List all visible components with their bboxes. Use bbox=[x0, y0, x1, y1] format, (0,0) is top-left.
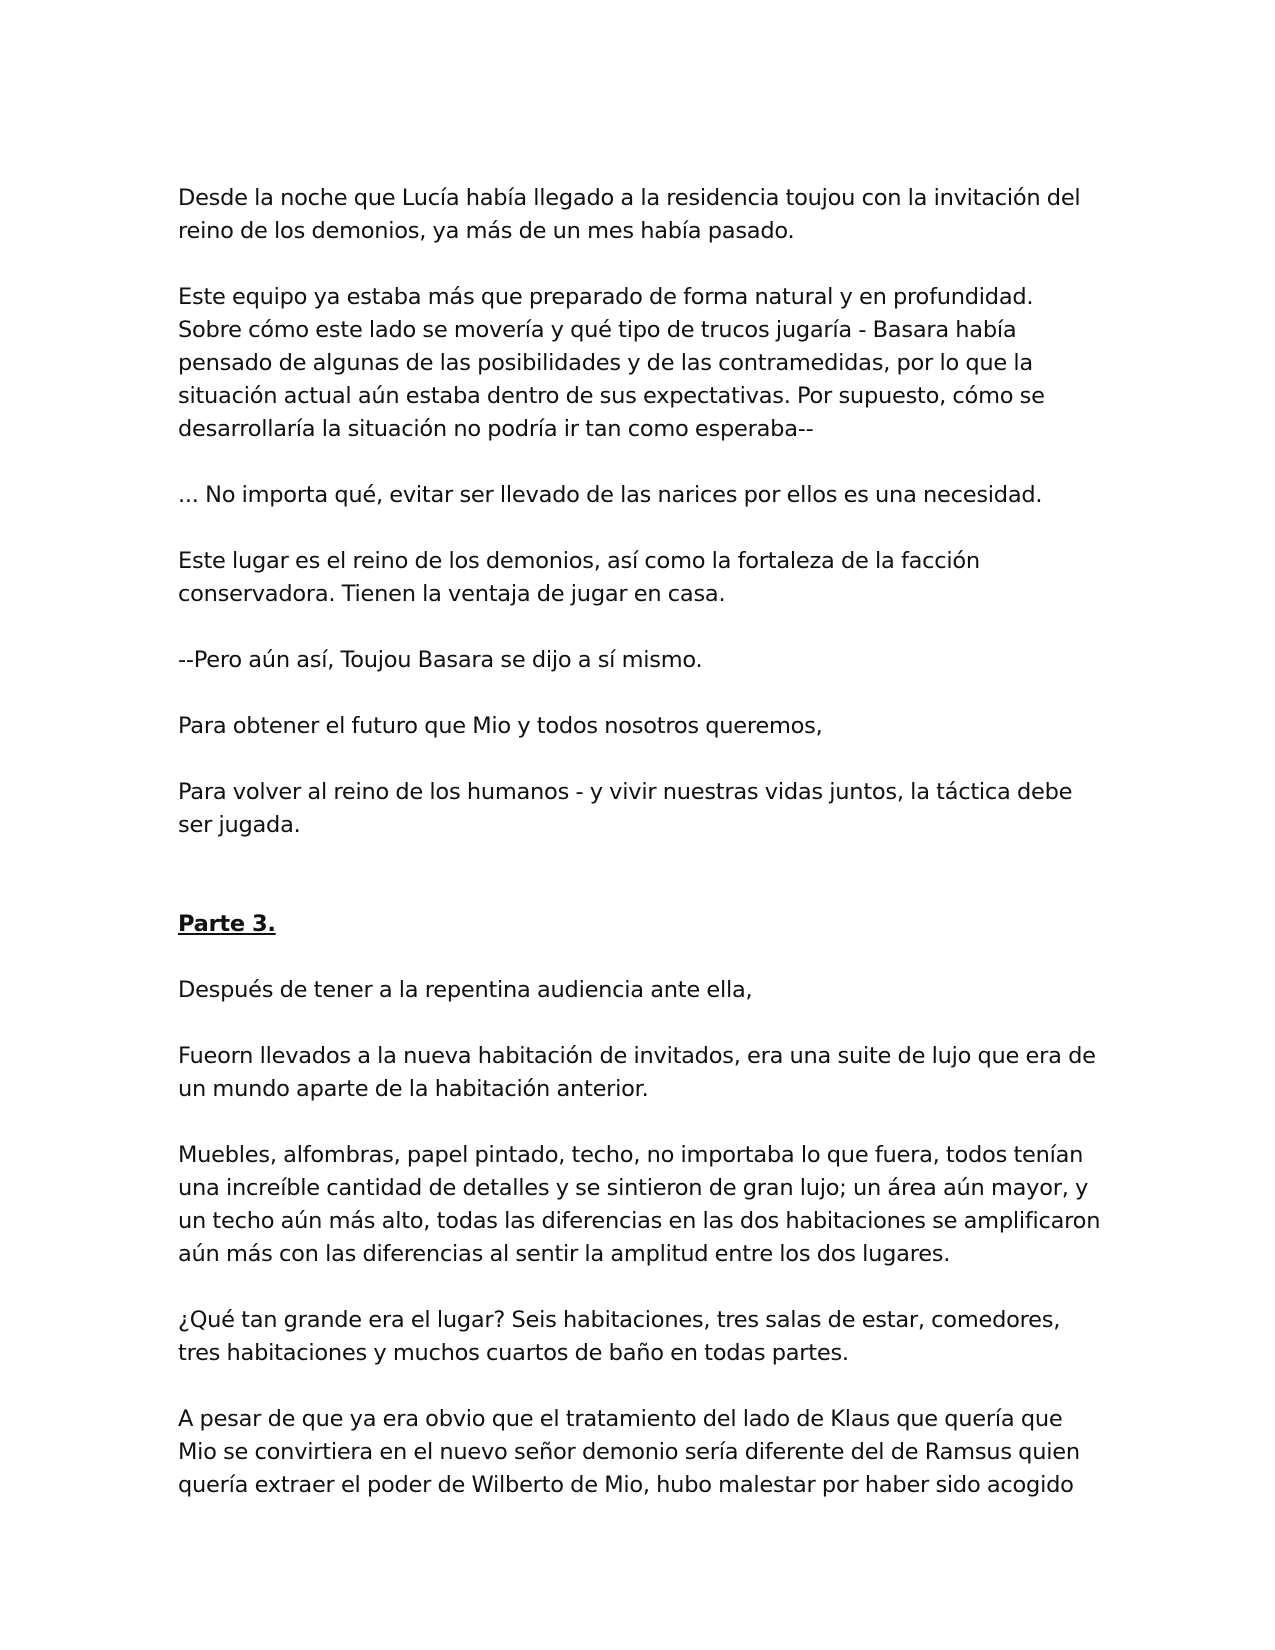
paragraph: ... No importa qué, evitar ser llevado de las narices por ellos es una necesidad. bbox=[178, 482, 1043, 508]
paragraph: Este lugar es el reino de los demonios, así como la fortaleza de la facción conservadora. Tienen la ventaja de jugar en casa. bbox=[178, 548, 980, 607]
paragraph-spacer bbox=[178, 1007, 1103, 1040]
paragraph-spacer bbox=[178, 1106, 1103, 1139]
paragraph-spacer bbox=[178, 446, 1103, 479]
paragraph-spacer bbox=[178, 611, 1103, 644]
section-heading: Parte 3. bbox=[178, 911, 276, 937]
paragraph-spacer bbox=[178, 743, 1103, 776]
paragraph-spacer bbox=[178, 941, 1103, 974]
paragraph: Este equipo ya estaba más que preparado de forma natural y en profundidad. Sobre cómo este lado se movería y qué tipo de trucos jugaría - Basara había pensado de algunas de las posibilidades y de las contramedidas, por lo que la situación actual aún estaba dentro de sus expectativas. Por supuesto, cómo se desarrollaría la situación no podría ir tan como esperaba-- bbox=[178, 284, 1045, 442]
paragraph-spacer bbox=[178, 248, 1103, 281]
paragraph: ¿Qué tan grande era el lugar? Seis habitaciones, tres salas de estar, comedores, tres habitaciones y muchos cuartos de baño en todas partes. bbox=[178, 1307, 1061, 1366]
paragraph: Después de tener a la repentina audiencia ante ella, bbox=[178, 977, 753, 1003]
paragraph-spacer bbox=[178, 1370, 1103, 1403]
paragraph: Para volver al reino de los humanos - y vivir nuestras vidas juntos, la táctica debe ser jugada. bbox=[178, 779, 1073, 838]
section-spacer bbox=[178, 842, 1103, 908]
paragraph: A pesar de que ya era obvio que el tratamiento del lado de Klaus que quería que Mio se convirtiera en el nuevo señor demonio sería diferente del de Ramsus quien quería extraer el poder de Wilberto de Mio, hubo malestar por haber sido acogido bbox=[178, 1406, 1080, 1498]
paragraph: Para obtener el futuro que Mio y todos nosotros queremos, bbox=[178, 713, 823, 739]
paragraph-spacer bbox=[178, 512, 1103, 545]
paragraph: Muebles, alfombras, papel pintado, techo, no importaba lo que fuera, todos tenían una increíble cantidad de detalles y se sintieron de gran lujo; un área aún mayor, y un techo aún más alto, todas las diferencias en las dos habitaciones se amplificaron aún más con las diferencias al sentir la amplitud entre los dos lugares. bbox=[178, 1142, 1101, 1267]
document-page bbox=[178, 182, 1103, 1502]
paragraph: Desde la noche que Lucía había llegado a la residencia toujou con la invitación del reino de los demonios, ya más de un mes había pasado. bbox=[178, 185, 1081, 244]
paragraph: --Pero aún así, Toujou Basara se dijo a sí mismo. bbox=[178, 647, 703, 673]
paragraph: Fueorn llevados a la nueva habitación de invitados, era una suite de lujo que era de un mundo aparte de la habitación anterior. bbox=[178, 1043, 1096, 1102]
paragraph-spacer bbox=[178, 1271, 1103, 1304]
paragraph-spacer bbox=[178, 677, 1103, 710]
